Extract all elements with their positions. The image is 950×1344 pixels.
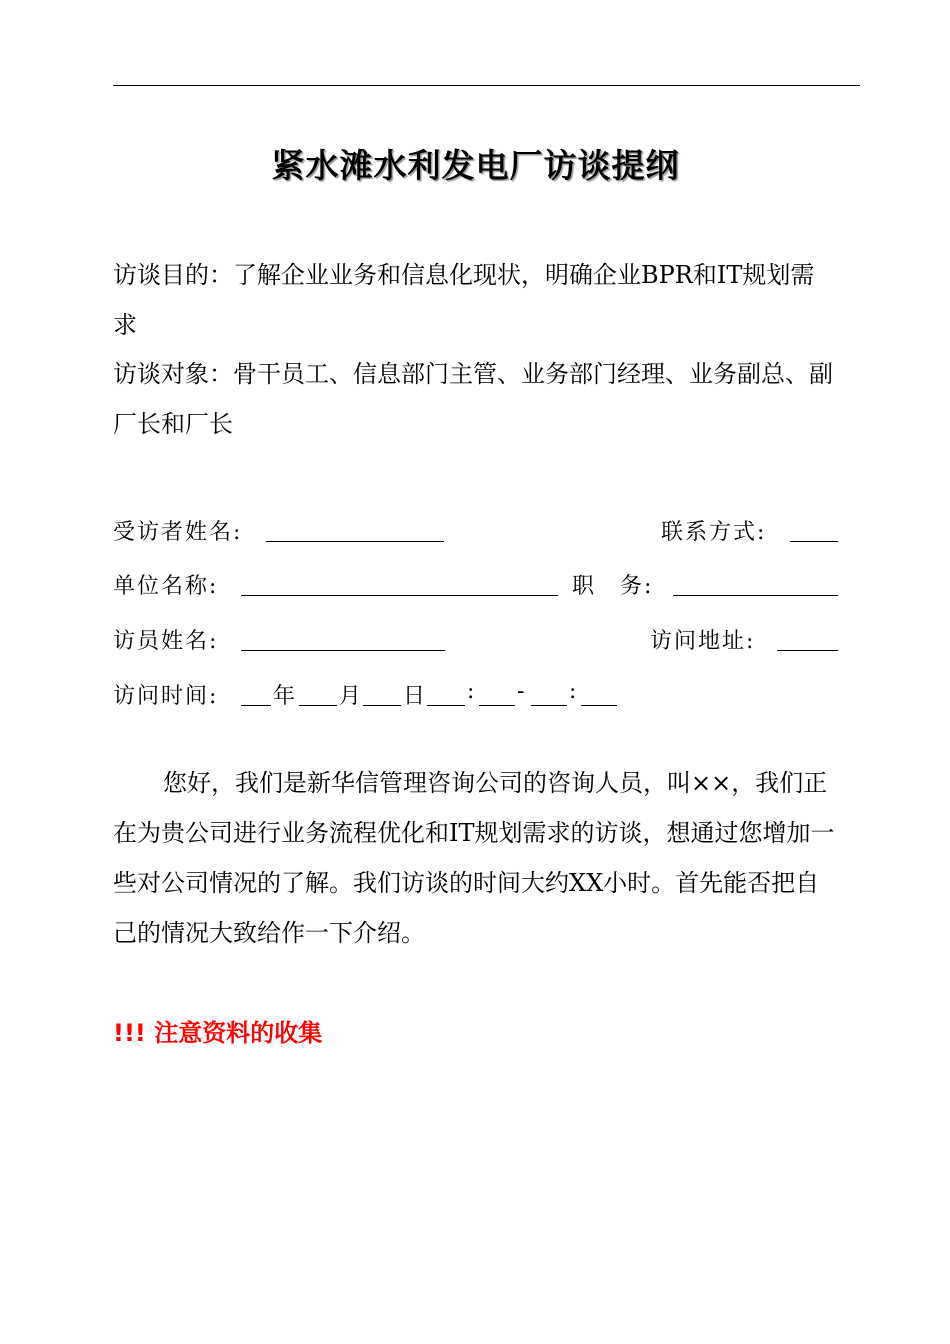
unit-name-blank[interactable] bbox=[241, 569, 558, 596]
intro-paragraph: 您好，我们是新华信管理咨询公司的咨询人员，叫××，我们正在为贵公司进行业务流程优化和IT规划需求的访谈，想通过您增加一些对公司情况的了解。我们访谈的时间大约XX小时。首先能否把自己的情况大致给作一下介绍。 bbox=[113, 769, 835, 947]
start-hour-blank[interactable] bbox=[427, 679, 465, 706]
attention-note: !!! 注意资料的收集 bbox=[113, 1019, 323, 1047]
interviewer-name-label: 访员姓名: bbox=[113, 629, 219, 654]
form-row-time bbox=[113, 673, 838, 713]
end-minute-blank[interactable] bbox=[581, 679, 617, 706]
visit-time-label: 访问时间: bbox=[113, 684, 219, 709]
form-row-interviewer bbox=[113, 618, 838, 658]
day-blank[interactable] bbox=[363, 679, 401, 706]
interview-purpose: 访谈目的：了解企业业务和信息化现状，明确企业BPR和IT规划需求 bbox=[113, 261, 815, 339]
unit-name-label: 单位名称: bbox=[113, 574, 219, 599]
form-row-interviewee bbox=[113, 509, 838, 549]
year-blank[interactable] bbox=[241, 679, 271, 706]
start-minute-blank[interactable] bbox=[479, 679, 515, 706]
position-blank[interactable] bbox=[673, 569, 838, 596]
day-label: 日 bbox=[403, 684, 428, 709]
month-blank[interactable] bbox=[299, 679, 337, 706]
contact-blank[interactable] bbox=[790, 515, 838, 542]
interviewer-name-blank[interactable] bbox=[241, 624, 445, 651]
time-dash: - bbox=[517, 679, 527, 704]
position-label: 职 务: bbox=[572, 574, 654, 599]
document-title: 紧水滩水利发电厂访谈提纲 bbox=[271, 146, 680, 185]
visit-address-label: 访问地址: bbox=[650, 629, 756, 654]
end-colon: : bbox=[569, 679, 579, 704]
form-row-unit bbox=[113, 563, 838, 603]
end-hour-blank[interactable] bbox=[531, 679, 567, 706]
year-label: 年 bbox=[273, 684, 298, 709]
visit-address-blank[interactable] bbox=[777, 624, 838, 651]
start-colon: : bbox=[467, 679, 477, 704]
month-label: 月 bbox=[339, 684, 364, 709]
interview-objects: 访谈对象：骨干员工、信息部门主管、业务部门经理、业务副总、副厂长和厂长 bbox=[113, 360, 833, 438]
interviewee-name-blank[interactable] bbox=[266, 515, 444, 542]
interviewee-name-label: 受访者姓名: bbox=[113, 520, 243, 545]
header-rule bbox=[113, 85, 860, 86]
contact-label: 联系方式: bbox=[661, 520, 767, 545]
